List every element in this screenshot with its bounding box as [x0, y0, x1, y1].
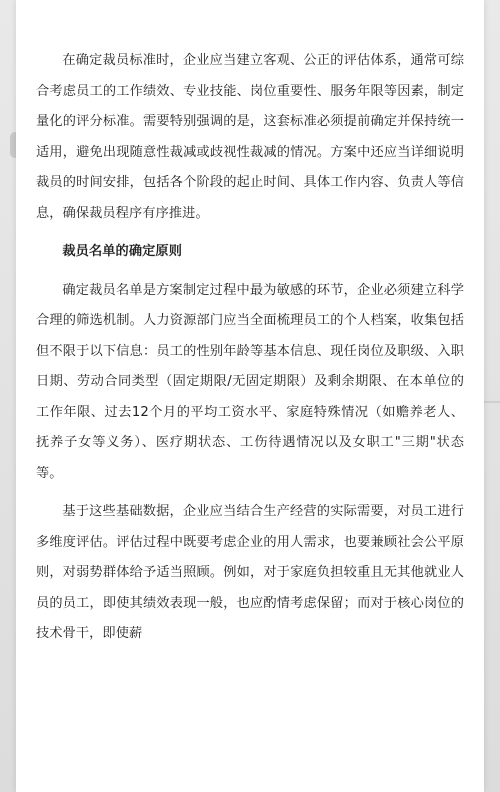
page-edge-marker: [484, 401, 500, 403]
paragraph-list-principle: 确定裁员名单是方案制定过程中最为敏感的环节，企业必须建立科学合理的筛选机制。人力资源部门应当全面梳理员工的个人档案，收集包括但不限于以下信息：员工的性别年龄等基本信息、现任岗位及职级、入职日期、劳动合同类型（固定期限/无固定期限）及剩余期限、在本单位的工作年限、过去12个月的平均工资水平、家庭特殊情况（如赡养老人、抚养子女等义务）、医疗期状态、工伤待遇情况以及女职工"三期"状态等。: [36, 282, 464, 481]
document-body: [36, 46, 464, 658]
paragraph-evaluation: 基于这些基础数据，企业应当结合生产经营的实际需要，对员工进行多维度评估。评估过程中既要考虑企业的用人需求，也要兼顾社会公平原则，对弱势群体给予适当照顾。例如，对于家庭负担较重且无其他就业人员的员工，即使其绩效表现一般，也应酌情考虑保留；而对于核心岗位的技术骨干，即使薪: [36, 504, 464, 641]
paragraph-criteria: 在确定裁员标准时，企业应当建立客观、公正的评估体系，通常可综合考虑员工的工作绩效、专业技能、岗位重要性、服务年限等因素，制定量化的评分标准。需要特别强调的是，这套标准必须提前确定并保持统一适用，避免出现随意性裁减或歧视性裁减的情况。方案中还应当详细说明裁员的时间安排，包括各个阶段的起止时间、具体工作内容、负责人等信息，确保裁员程序有序推进。: [36, 53, 464, 221]
section-heading: 裁员名单的确定原则: [62, 244, 182, 259]
